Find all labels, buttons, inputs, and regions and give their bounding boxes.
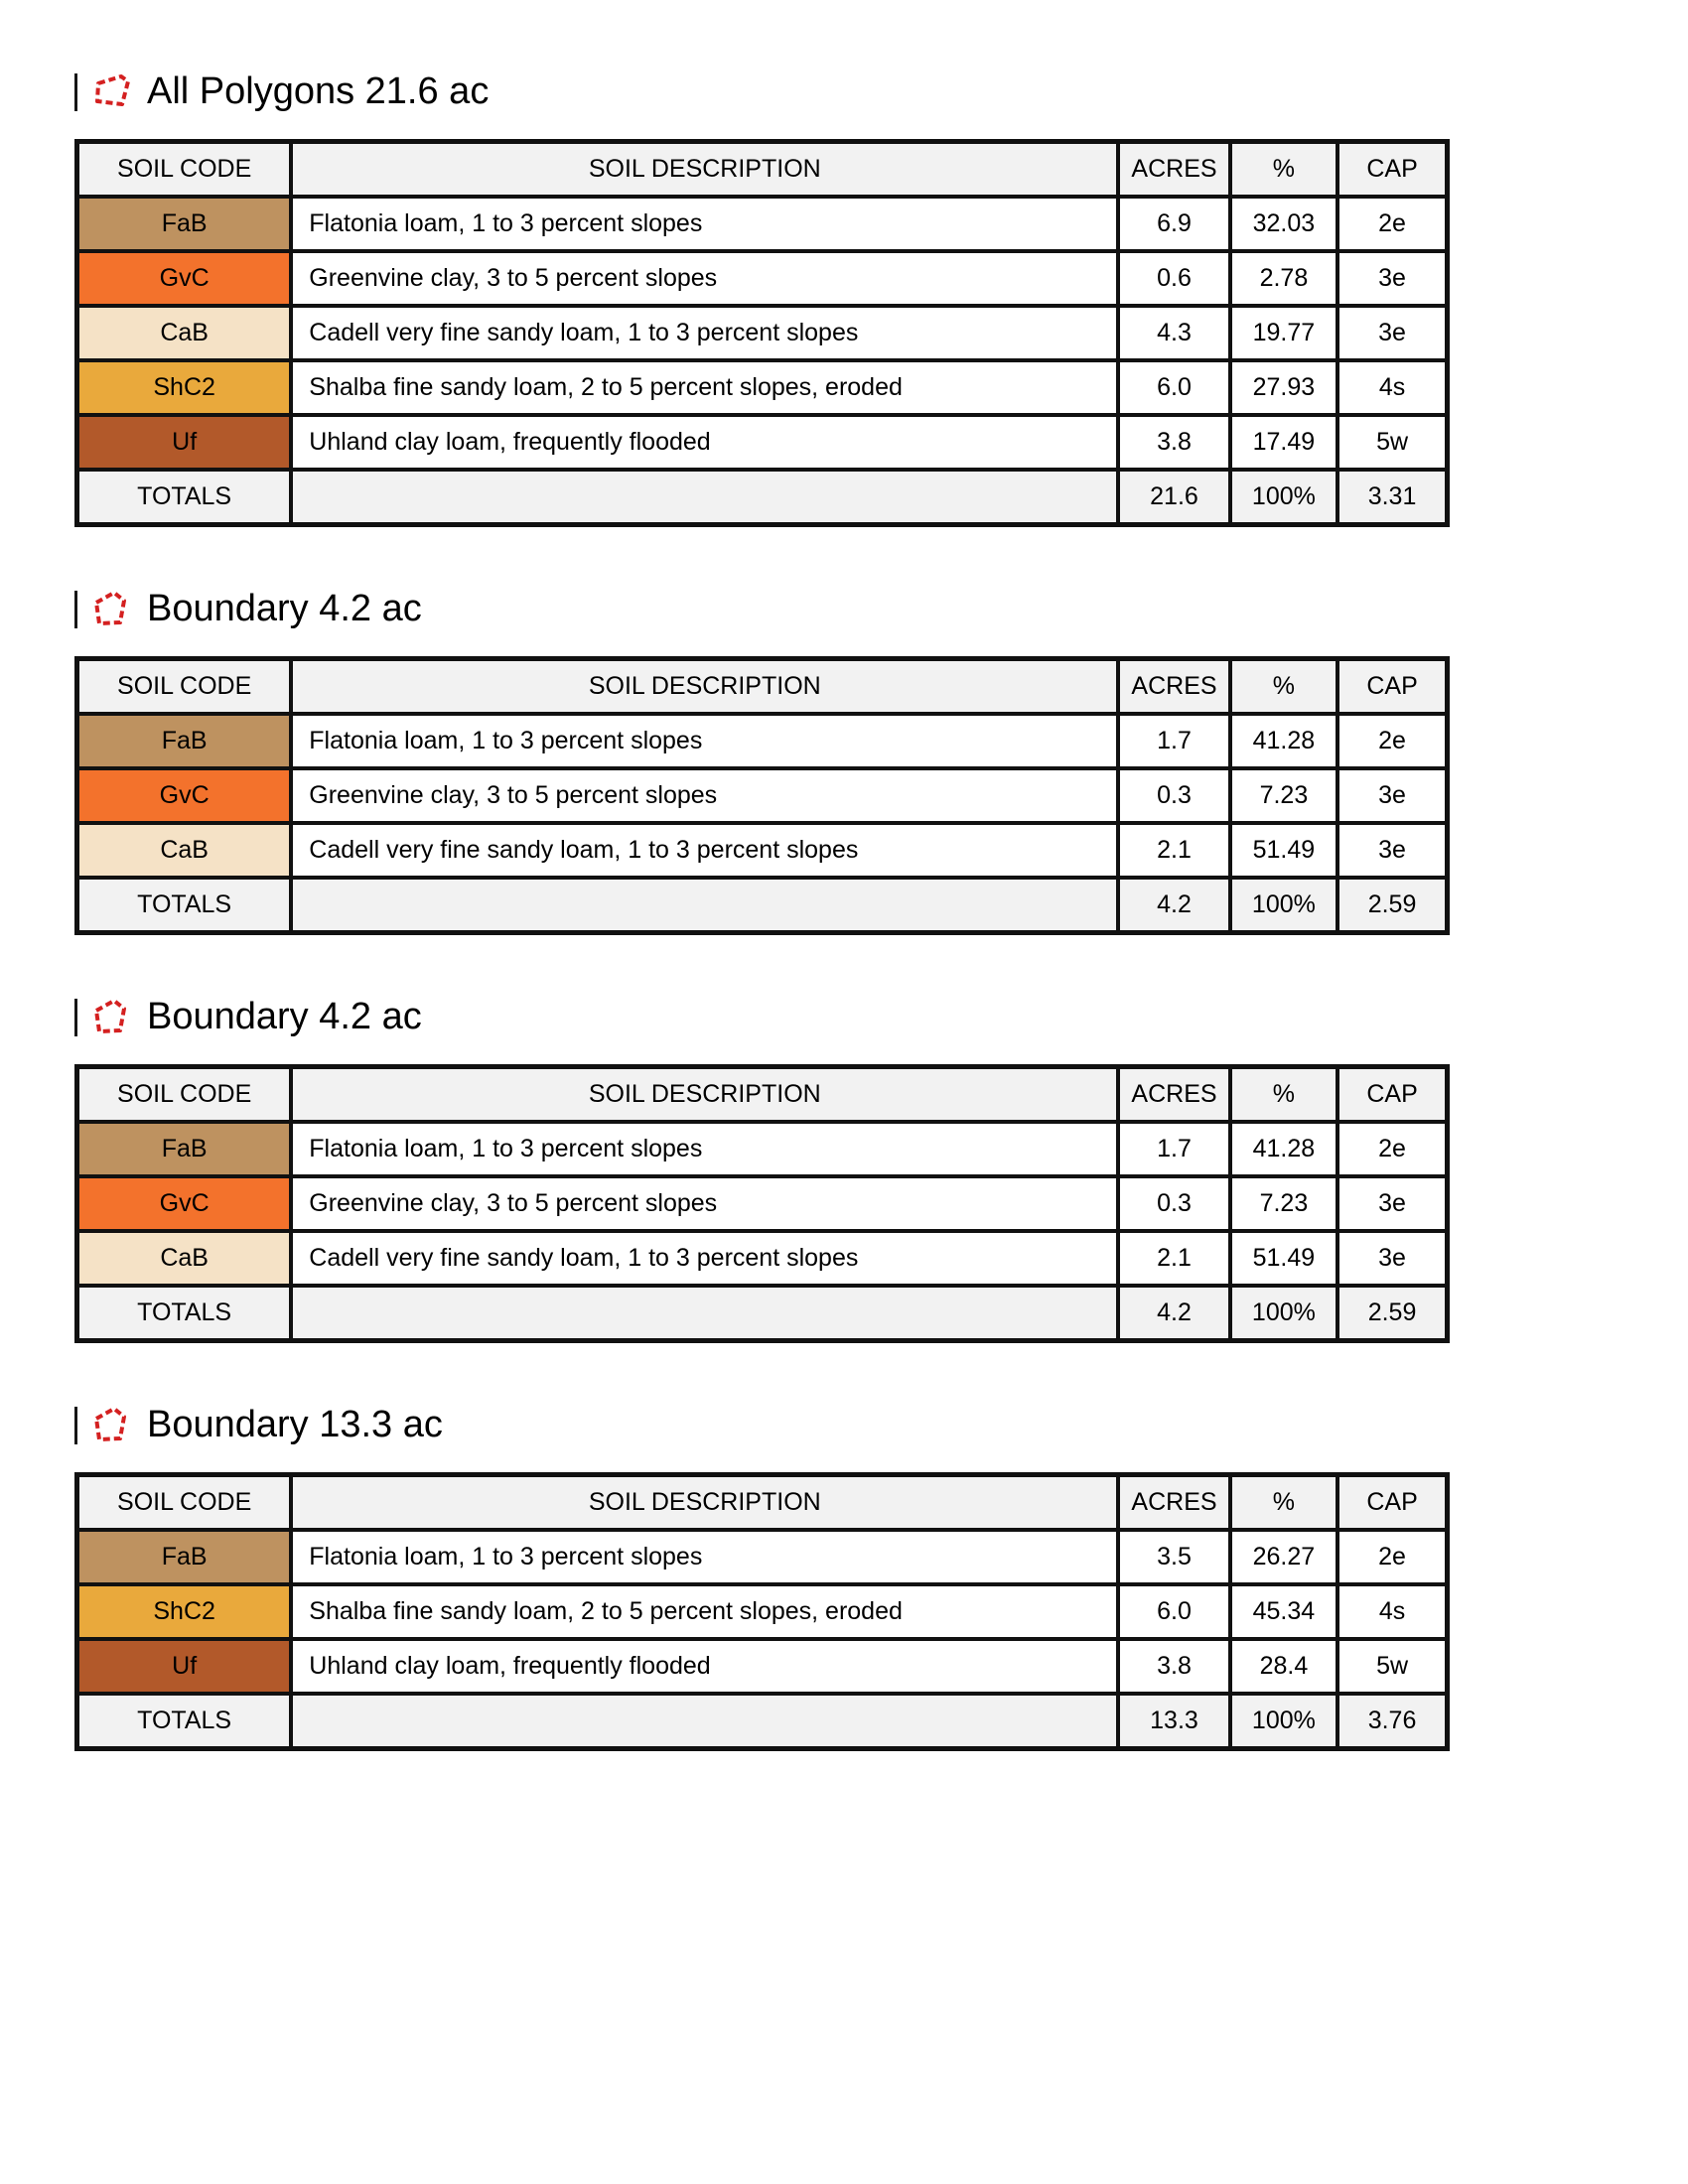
soil-table <box>74 1064 1450 1343</box>
cap-cell: 3e <box>1337 306 1447 360</box>
acres-cell: 4.3 <box>1118 306 1229 360</box>
section-title: Boundary 4.2 ac <box>147 996 422 1038</box>
polygon-boundary-icon <box>90 1405 134 1446</box>
section-header <box>74 993 1614 1042</box>
soil-row <box>77 823 1448 878</box>
acres-cell: 0.6 <box>1118 251 1229 306</box>
section-header <box>74 1401 1614 1450</box>
totals-label-cell: TOTALS <box>77 470 292 525</box>
soil-description-cell: Cadell very fine sandy loam, 1 to 3 percent slopes <box>291 306 1118 360</box>
soil-row <box>77 1122 1448 1176</box>
totals-acres-cell: 4.2 <box>1118 1286 1229 1341</box>
cap-cell: 3e <box>1337 251 1447 306</box>
soil-description-cell: Uhland clay loam, frequently flooded <box>291 415 1118 470</box>
soil-code-header: SOIL CODE <box>77 1067 292 1123</box>
cap-cell: 4s <box>1337 360 1447 415</box>
percent-cell: 32.03 <box>1230 197 1337 251</box>
soil-description-header: SOIL DESCRIPTION <box>291 659 1118 715</box>
cap-cell: 2e <box>1337 1122 1447 1176</box>
acres-cell: 0.3 <box>1118 1176 1229 1231</box>
totals-description-cell <box>291 878 1118 933</box>
soil-code-header: SOIL CODE <box>77 659 292 715</box>
acres-header: ACRES <box>1118 142 1229 198</box>
report-section-boundary-2 <box>74 993 1614 1343</box>
soil-code-header: SOIL CODE <box>77 142 292 198</box>
soil-description-cell: Flatonia loam, 1 to 3 percent slopes <box>291 1530 1118 1584</box>
totals-description-cell <box>291 1286 1118 1341</box>
section-title: Boundary 13.3 ac <box>147 1404 443 1446</box>
report-section-boundary-3 <box>74 1401 1614 1751</box>
acres-cell: 1.7 <box>1118 714 1229 768</box>
soil-description-cell: Greenvine clay, 3 to 5 percent slopes <box>291 768 1118 823</box>
soil-code-cell: ShC2 <box>77 360 292 415</box>
percent-cell: 51.49 <box>1230 823 1337 878</box>
percent-cell: 17.49 <box>1230 415 1337 470</box>
report-section-boundary-1 <box>74 585 1614 935</box>
percent-cell: 7.23 <box>1230 1176 1337 1231</box>
cap-header: CAP <box>1337 659 1447 715</box>
soil-description-header: SOIL DESCRIPTION <box>291 1067 1118 1123</box>
totals-label-cell: TOTALS <box>77 878 292 933</box>
soil-row <box>77 360 1448 415</box>
soil-code-cell: ShC2 <box>77 1584 292 1639</box>
acres-cell: 0.3 <box>1118 768 1229 823</box>
soil-row <box>77 415 1448 470</box>
section-title: All Polygons 21.6 ac <box>147 70 490 113</box>
acres-cell: 6.0 <box>1118 1584 1229 1639</box>
totals-description-cell <box>291 1694 1118 1749</box>
soil-code-cell: CaB <box>77 306 292 360</box>
soil-description-cell: Uhland clay loam, frequently flooded <box>291 1639 1118 1694</box>
totals-cap-cell: 2.59 <box>1337 1286 1447 1341</box>
acres-cell: 2.1 <box>1118 1231 1229 1286</box>
totals-label-cell: TOTALS <box>77 1286 292 1341</box>
cap-cell: 2e <box>1337 197 1447 251</box>
acres-cell: 1.7 <box>1118 1122 1229 1176</box>
soil-description-cell: Cadell very fine sandy loam, 1 to 3 percent slopes <box>291 1231 1118 1286</box>
soil-code-cell: FaB <box>77 714 292 768</box>
table-header-row <box>77 142 1448 198</box>
totals-cap-cell: 3.76 <box>1337 1694 1447 1749</box>
totals-cap-cell: 2.59 <box>1337 878 1447 933</box>
percent-header: % <box>1230 1475 1337 1531</box>
totals-acres-cell: 13.3 <box>1118 1694 1229 1749</box>
section-header <box>74 585 1614 634</box>
soil-row <box>77 1639 1448 1694</box>
totals-percent-cell: 100% <box>1230 1286 1337 1341</box>
soil-description-cell: Greenvine clay, 3 to 5 percent slopes <box>291 1176 1118 1231</box>
percent-header: % <box>1230 1067 1337 1123</box>
percent-header: % <box>1230 142 1337 198</box>
cap-cell: 4s <box>1337 1584 1447 1639</box>
polygon-boundary-icon <box>90 71 134 113</box>
cap-header: CAP <box>1337 1067 1447 1123</box>
acres-cell: 6.9 <box>1118 197 1229 251</box>
percent-cell: 2.78 <box>1230 251 1337 306</box>
soil-row <box>77 251 1448 306</box>
cap-header: CAP <box>1337 1475 1447 1531</box>
polygon-boundary-icon <box>90 997 134 1038</box>
cap-cell: 3e <box>1337 1176 1447 1231</box>
table-header-row <box>77 659 1448 715</box>
percent-cell: 26.27 <box>1230 1530 1337 1584</box>
acres-header: ACRES <box>1118 1067 1229 1123</box>
totals-row <box>77 470 1448 525</box>
percent-cell: 41.28 <box>1230 1122 1337 1176</box>
percent-cell: 51.49 <box>1230 1231 1337 1286</box>
soil-code-cell: FaB <box>77 1122 292 1176</box>
soil-code-cell: GvC <box>77 768 292 823</box>
cap-cell: 5w <box>1337 415 1447 470</box>
soil-row <box>77 1530 1448 1584</box>
soil-description-cell: Flatonia loam, 1 to 3 percent slopes <box>291 1122 1118 1176</box>
soil-code-cell: FaB <box>77 1530 292 1584</box>
cap-cell: 2e <box>1337 1530 1447 1584</box>
divider-bar <box>74 999 77 1036</box>
soil-description-cell: Flatonia loam, 1 to 3 percent slopes <box>291 714 1118 768</box>
soil-table <box>74 139 1450 527</box>
soil-row <box>77 1176 1448 1231</box>
acres-cell: 6.0 <box>1118 360 1229 415</box>
totals-description-cell <box>291 470 1118 525</box>
totals-percent-cell: 100% <box>1230 878 1337 933</box>
soil-code-cell: Uf <box>77 1639 292 1694</box>
totals-row <box>77 1286 1448 1341</box>
cap-cell: 2e <box>1337 714 1447 768</box>
report-section-all-polygons <box>74 68 1614 527</box>
soil-code-header: SOIL CODE <box>77 1475 292 1531</box>
divider-bar <box>74 73 77 111</box>
cap-cell: 5w <box>1337 1639 1447 1694</box>
soil-table <box>74 1472 1450 1751</box>
acres-cell: 3.5 <box>1118 1530 1229 1584</box>
section-title: Boundary 4.2 ac <box>147 588 422 630</box>
soil-description-header: SOIL DESCRIPTION <box>291 1475 1118 1531</box>
table-header-row <box>77 1067 1448 1123</box>
cap-cell: 3e <box>1337 768 1447 823</box>
soil-row <box>77 714 1448 768</box>
soil-code-cell: GvC <box>77 251 292 306</box>
totals-cap-cell: 3.31 <box>1337 470 1447 525</box>
percent-cell: 41.28 <box>1230 714 1337 768</box>
divider-bar <box>74 591 77 628</box>
percent-cell: 27.93 <box>1230 360 1337 415</box>
soil-row <box>77 1231 1448 1286</box>
soil-row <box>77 197 1448 251</box>
totals-row <box>77 1694 1448 1749</box>
totals-label-cell: TOTALS <box>77 1694 292 1749</box>
percent-cell: 45.34 <box>1230 1584 1337 1639</box>
acres-header: ACRES <box>1118 1475 1229 1531</box>
totals-percent-cell: 100% <box>1230 470 1337 525</box>
totals-row <box>77 878 1448 933</box>
acres-cell: 3.8 <box>1118 415 1229 470</box>
soil-code-cell: CaB <box>77 823 292 878</box>
soil-description-header: SOIL DESCRIPTION <box>291 142 1118 198</box>
cap-cell: 3e <box>1337 823 1447 878</box>
percent-cell: 7.23 <box>1230 768 1337 823</box>
soil-description-cell: Shalba fine sandy loam, 2 to 5 percent slopes, eroded <box>291 360 1118 415</box>
soil-row <box>77 768 1448 823</box>
totals-acres-cell: 21.6 <box>1118 470 1229 525</box>
soil-description-cell: Flatonia loam, 1 to 3 percent slopes <box>291 197 1118 251</box>
polygon-boundary-icon <box>90 589 134 630</box>
acres-cell: 3.8 <box>1118 1639 1229 1694</box>
acres-header: ACRES <box>1118 659 1229 715</box>
percent-cell: 19.77 <box>1230 306 1337 360</box>
totals-percent-cell: 100% <box>1230 1694 1337 1749</box>
acres-cell: 2.1 <box>1118 823 1229 878</box>
cap-header: CAP <box>1337 142 1447 198</box>
soil-code-cell: Uf <box>77 415 292 470</box>
totals-acres-cell: 4.2 <box>1118 878 1229 933</box>
percent-cell: 28.4 <box>1230 1639 1337 1694</box>
soil-description-cell: Greenvine clay, 3 to 5 percent slopes <box>291 251 1118 306</box>
soil-code-cell: FaB <box>77 197 292 251</box>
divider-bar <box>74 1407 77 1444</box>
percent-header: % <box>1230 659 1337 715</box>
soil-row <box>77 1584 1448 1639</box>
soil-code-cell: CaB <box>77 1231 292 1286</box>
soil-description-cell: Cadell very fine sandy loam, 1 to 3 percent slopes <box>291 823 1118 878</box>
soil-row <box>77 306 1448 360</box>
section-header <box>74 68 1614 117</box>
soil-code-cell: GvC <box>77 1176 292 1231</box>
cap-cell: 3e <box>1337 1231 1447 1286</box>
soil-description-cell: Shalba fine sandy loam, 2 to 5 percent slopes, eroded <box>291 1584 1118 1639</box>
table-header-row <box>77 1475 1448 1531</box>
soil-table <box>74 656 1450 935</box>
